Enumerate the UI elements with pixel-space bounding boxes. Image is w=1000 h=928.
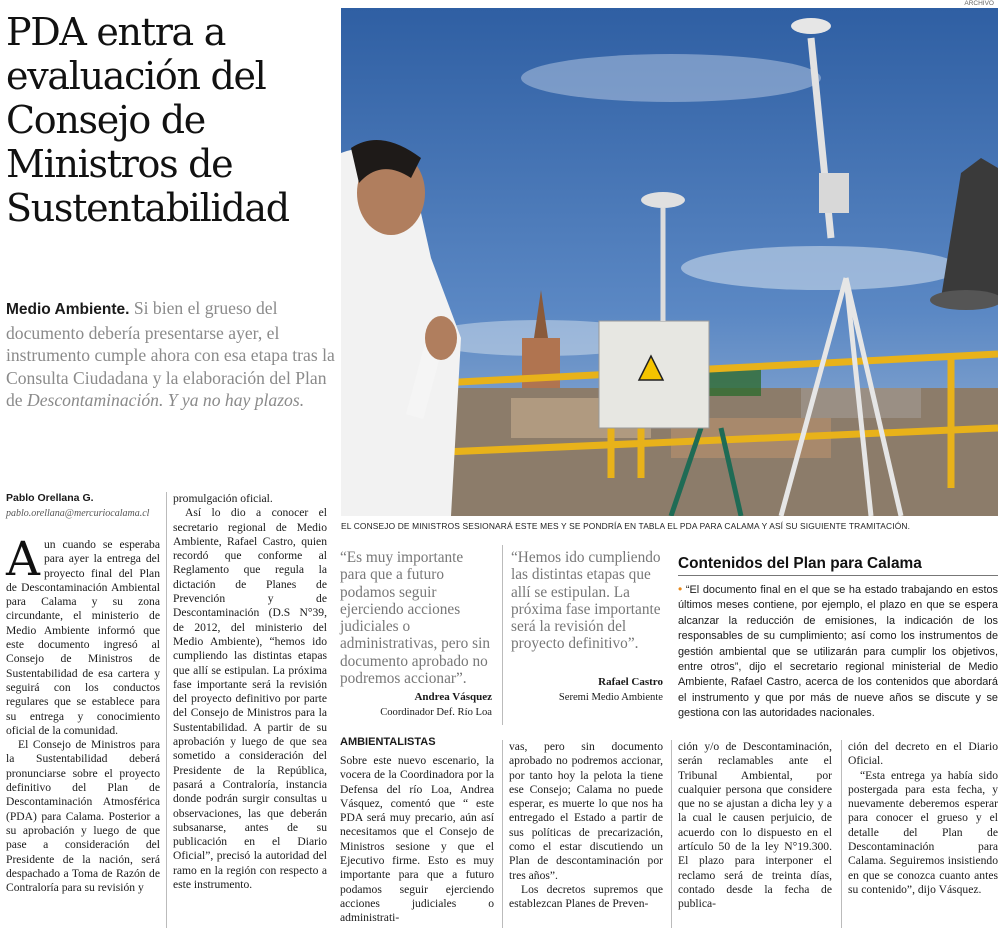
paragraph: vas, pero sin documento aprobado no podremos accionar, por tanto hoy la pelota la tiene ese Consejo; Calama no puede esperar, es muerte lo que nos ha entregado el Estado a partir de sus políticas de precarización, como el estar discutiendo un Plan de descontaminación por tres años”. <box>509 740 663 882</box>
article-column-6 <box>848 740 998 897</box>
column-divider <box>841 740 842 928</box>
sidebar-rule <box>678 575 998 576</box>
deck-kicker: Medio Ambiente. <box>6 301 130 318</box>
paragraph: ción del decreto en el Diario Oficial. <box>848 740 998 768</box>
paragraph: Los decretos supremos que establezcan Planes de Preven- <box>509 882 663 911</box>
article-column-1 <box>6 532 160 895</box>
article-column-5 <box>678 740 832 912</box>
dropcap: A <box>6 532 40 587</box>
article-column-2 <box>173 492 327 892</box>
quote-2-role: Seremi Medio Ambiente <box>558 692 663 703</box>
sidebar-title: Contenidos del Plan para Calama <box>678 555 922 572</box>
cloud <box>521 54 821 102</box>
pull-quote-1: “Es muy importante para que a futuro podamos seguir ejerciendo acciones judiciales o administrativas, pero sin documento aprobado no podremos accionar”. <box>340 549 490 688</box>
byline-name: Pablo Orellana G. <box>6 492 94 504</box>
quote-1-name: Andrea Vásquez <box>414 691 492 703</box>
quote-1-role: Coordinador Def. Río Loa <box>380 707 492 718</box>
paragraph: El Consejo de Ministros para la Sustentabilidad deberá pronunciarse sobre el proyecto definitivo del Plan de Descontaminación Atmosférica (PDA) para Calama. Posterior a su aprobación y luego de que pase a consideración del Presidente de la nación, será despachado a Toma de Razón de Contraloría para su revisión y <box>6 738 160 895</box>
pull-quote-2: “Hemos ido cumpliendo las distintas etapas que allí se estipulan. La próxima fase importante será la revisión del proyecto definitivo”. <box>511 549 661 653</box>
news-photo <box>341 8 998 516</box>
deck-text: Si bien el grueso del documento debería presentarse ayer, el instrumento cumple ahora con esa etapa tras la Consulta Ciudadana y la elaboración del Plan de <box>6 298 335 410</box>
deck <box>6 297 336 412</box>
sensor-cap <box>641 192 685 208</box>
deck-tail: Descontaminación. Y ya no hay plazos. <box>27 390 305 410</box>
quote-2-name: Rafael Castro <box>598 676 663 688</box>
paragraph: “Esta entrega ya había sido postergada para esta fecha, y nuevamente deberemos esperar para conocer el grueso y el detalle del Plan de Descontaminación para Calama. Seguiremos insistiendo en que se conozca cuanto antes su contenido”, dijo Vásquez. <box>848 768 998 896</box>
section-subhead: AMBIENTALISTAS <box>340 736 436 748</box>
column-divider <box>502 740 503 928</box>
paragraph: promulgación oficial. <box>173 492 273 505</box>
woman-hand <box>425 316 457 360</box>
sidebar-paragraph: “El documento final en el que se ha estado trabajando en estos últimos meses contiene, por ejemplo, el plazo en que se espera alcanzar la reducción de emisiones, la indicación de los responsables de su cumplimiento; así como los instrumentos de gestión ambiental que se utilizarán para cumplir los objetivos, entre otros”, dijo el secretario regional ministerial de Medio Ambiente, Rafael Castro, acerca de los contenidos que abordará el instrumento y que por más de nueve años se discute y se gestiona con las autoridades nacionales. <box>678 584 998 720</box>
byline-email[interactable]: pablo.orellana@mercuriocalama.cl <box>6 508 150 519</box>
article-column-4 <box>509 740 663 912</box>
sensor-top <box>791 18 831 34</box>
paragraph: Así lo dio a conocer el secretario regional de Medio Ambiente, Rafael Castro, quien recordó que conforme al Reglamento que regula la dictación de Planes de Prevención y de Descontaminación (D.S N°39, de 2012, del ministerio del Medio Ambiente), “hemos ido cumpliendo las distintas etapas que allí se estipulan. La próxima fase importante será la revisión del proyecto definitivo por parte del Consejo de Ministros para la Sustentabilidad. A partir de su aprobación y luego de que sea sometido a consideración del Presidente de la República, pasará a Contraloría, instancia donde podrán surgir consultas u observaciones, las que deberán subsanarse, antes de su publicación en el Diario Oficial”, precisó la autoridad del ramo en la región con respecto a este instrumento. <box>173 506 327 892</box>
paragraph: ción y/o de Descontaminación, serán reclamables ante el Tribunal Ambiental, por cualquier persona que considere que no se ajustan a dicha ley y a la cual le causen perjuicio, de acuerdo con lo dispuesto en el artículo 50 de la ley N°19.300. El plazo para interponer el reclamo será de treinta días, contado desde la fecha de publica- <box>678 740 832 911</box>
paragraph: un cuando se esperaba para ayer la entrega del proyecto final del Plan de Descontaminación Ambiental para Calama y su zona circundante, el ministerio de Medio Ambiente informó que este documento ingresó al Consejo de Ministros de Sustentabilidad de esa cartera y seguirá con los conductos regulares que se establece para su entrega y conocimiento oficial de la comunidad. <box>6 538 160 737</box>
photo-credit: ARCHIVO <box>964 0 994 7</box>
bullet-icon: • <box>678 582 683 596</box>
column-divider <box>166 492 167 928</box>
cloud <box>681 246 961 290</box>
paragraph: Sobre este nuevo escenario, la vocera de la Coordinadora por la Defensa del río Loa, Andrea Vásquez, comentó que “ este PDA será muy precario, aún así necesitamos que el Consejo de Ministros sesione y que el Ejecutivo firme. Esto es muy importante para que a futuro podamos seguir ejerciendo acciones judiciales o administrati- <box>340 754 494 925</box>
column-divider <box>671 740 672 928</box>
photo-caption: EL CONSEJO DE MINISTROS SESIONARÁ ESTE MES Y SE PONDRÍA EN TABLA EL PDA PARA CALAMA Y ASÍ SU SIGUIENTE TRAMITACIÓN. <box>341 521 911 531</box>
quote-divider <box>502 545 503 725</box>
photo-illustration <box>341 8 998 516</box>
headline: PDA entra a evaluación del Consejo de Ministros de Sustentabilidad <box>6 10 289 230</box>
article-column-3 <box>340 754 494 926</box>
sidebar-text <box>678 582 998 722</box>
